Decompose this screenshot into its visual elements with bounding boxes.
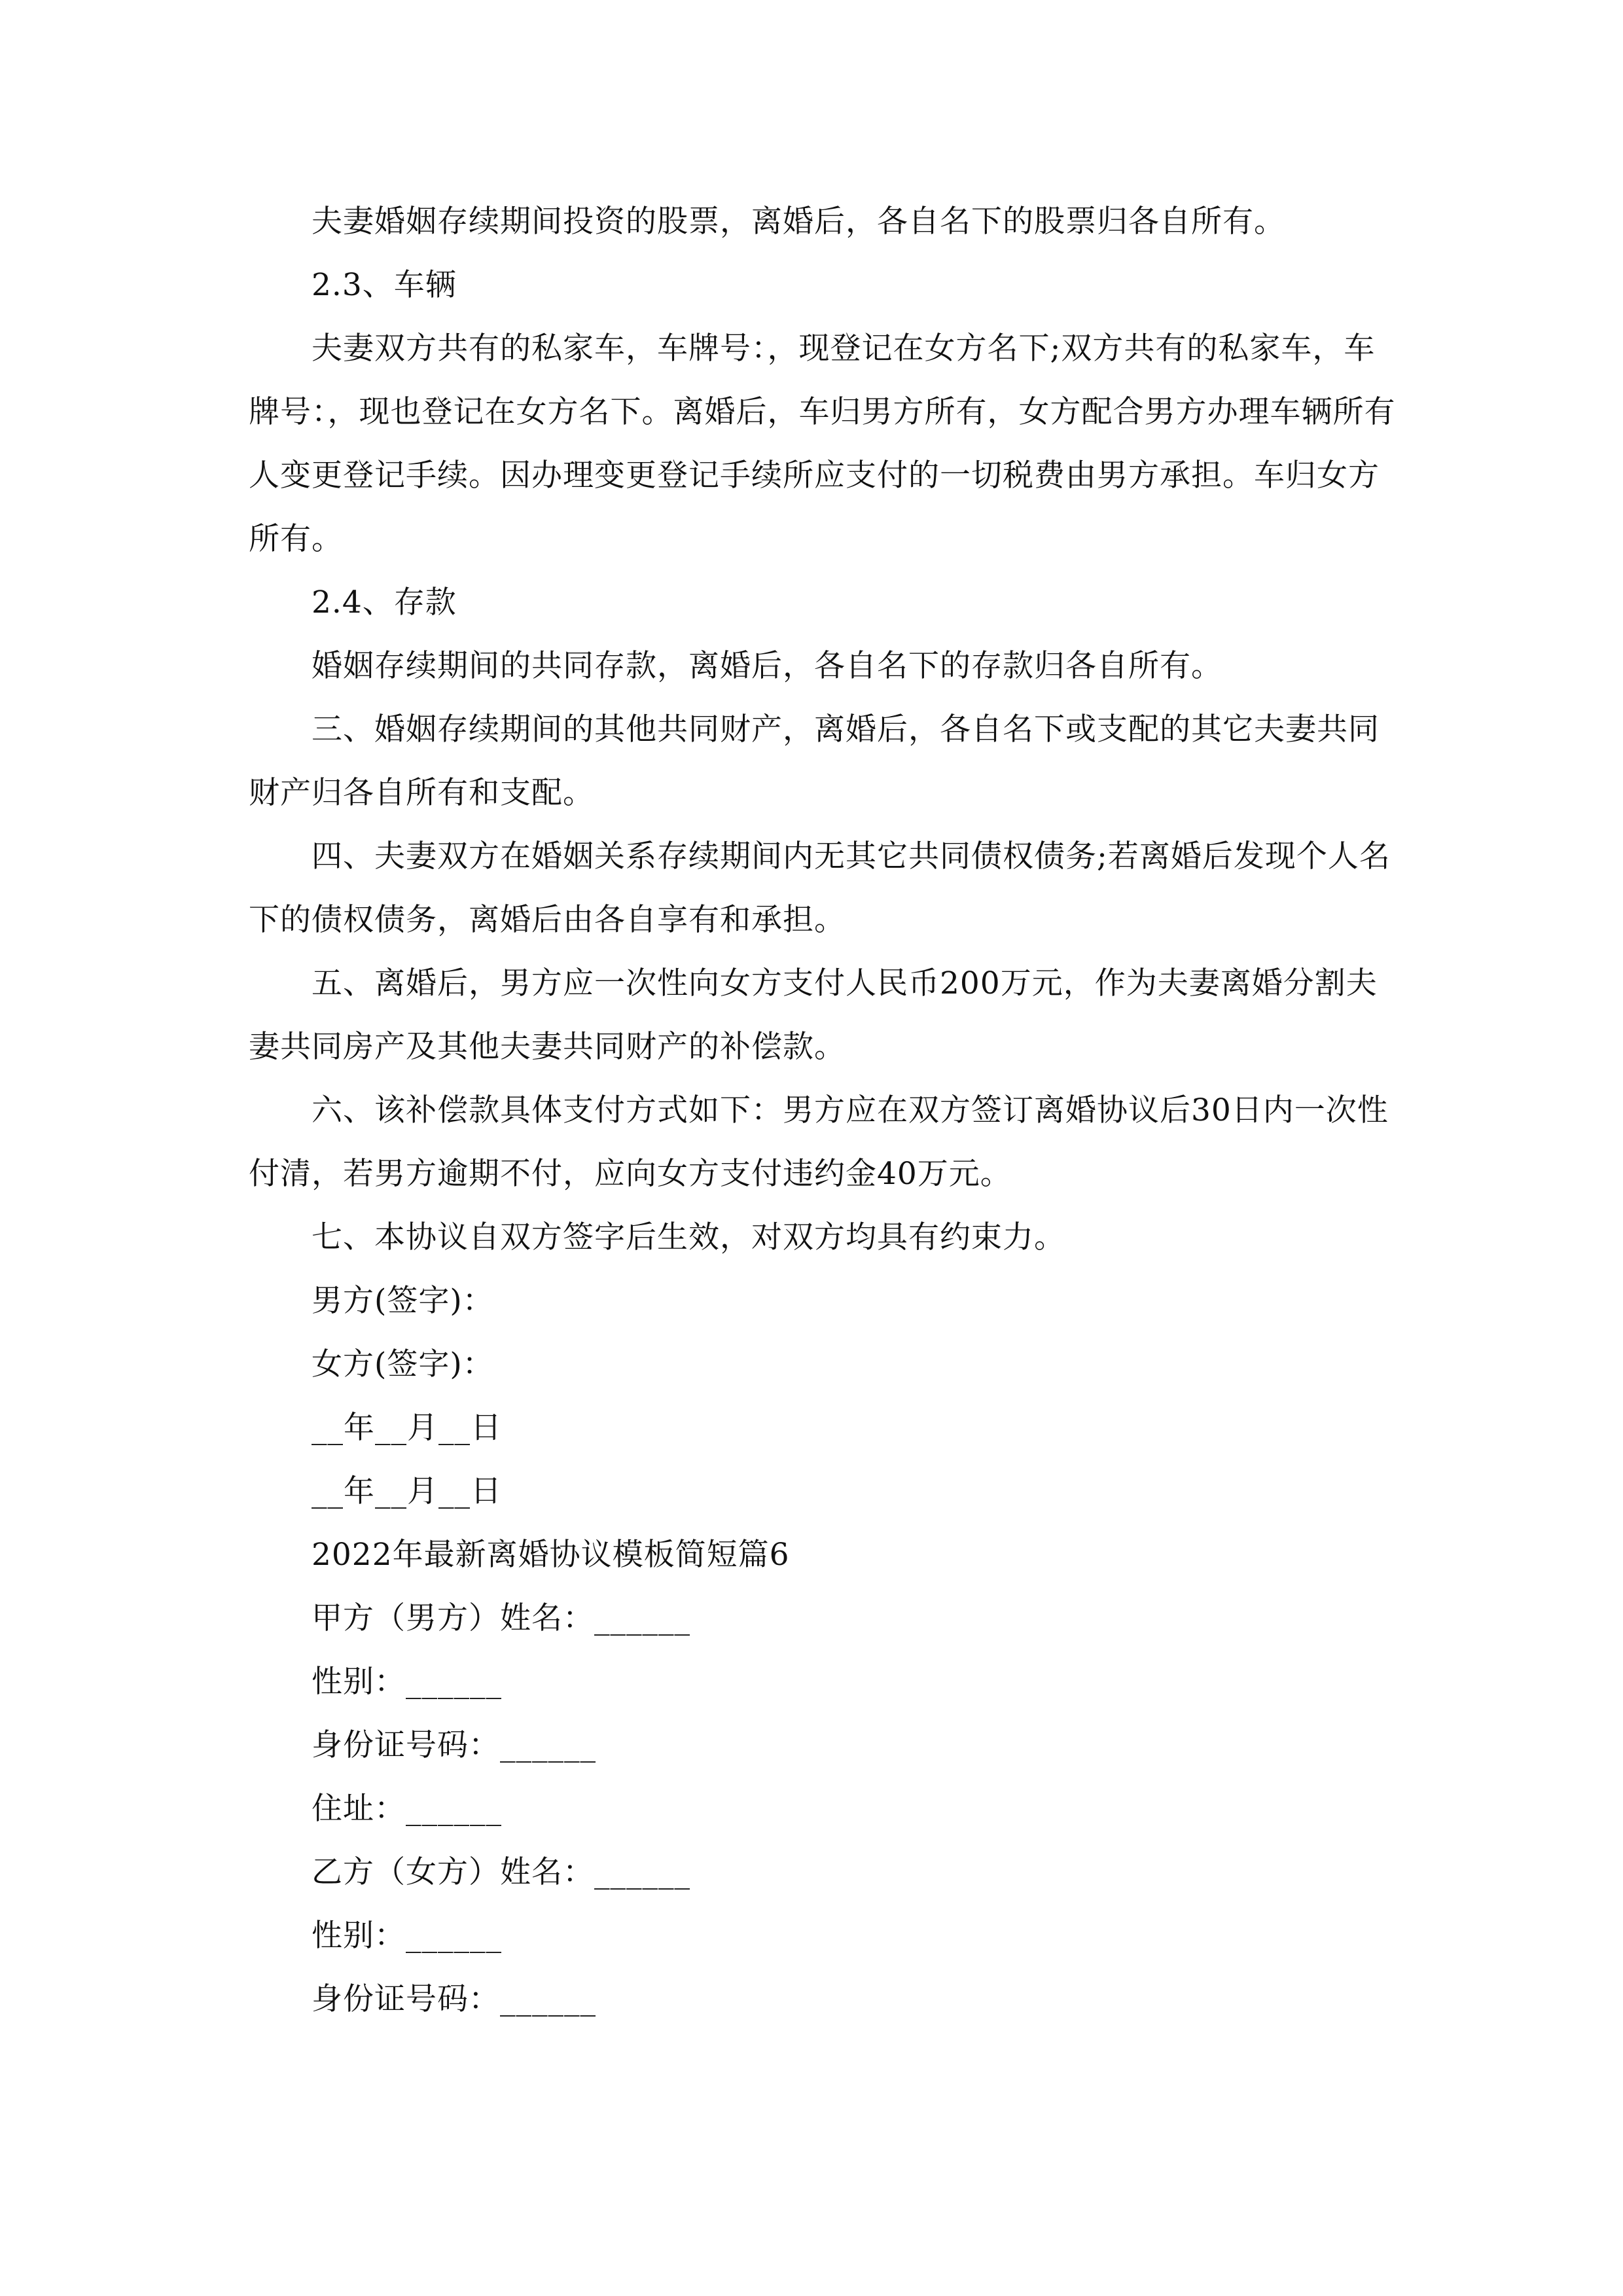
form-field-party-a-id: 身份证号码：______	[312, 1727, 596, 1763]
document-body	[249, 190, 1400, 2031]
clause-7: 七、本协议自双方签字后生效，对双方均具有约束力。	[312, 1219, 1065, 1255]
form-field-party-a-address: 住址：______	[312, 1791, 502, 1827]
clause-3: 三、婚姻存续期间的其他共同财产，离婚后，各自名下或支配的其它夫妻共同财产归各自所有和支配。	[249, 711, 1380, 811]
clause-4: 四、夫妻双方在婚姻关系存续期间内无其它共同债权债务;若离婚后发现个人名下的债权债务，离婚后由各自享有和承担。	[249, 838, 1391, 938]
date-line: __年__月__日	[312, 1473, 502, 1509]
form-field-party-b-id: 身份证号码：______	[312, 1981, 596, 2017]
paragraph-deposits: 婚姻存续期间的共同存款，离婚后，各自名下的存款归各自所有。	[312, 648, 1222, 684]
clause-6: 六、该补偿款具体支付方式如下：男方应在双方签订离婚协议后30日内一次性付清，若男方逾期不付，应向女方支付违约金40万元。	[249, 1092, 1389, 1192]
female-signature-line: 女方(签字)：	[312, 1346, 494, 1382]
form-field-party-b-name: 乙方（女方）姓名：______	[312, 1854, 690, 1890]
paragraph-stocks: 夫妻婚姻存续期间投资的股票，离婚后，各自名下的股票归各自所有。	[312, 204, 1285, 240]
form-field-party-b-gender: 性别：______	[312, 1918, 502, 1954]
heading-deposits: 2.4、存款	[312, 584, 457, 620]
form-field-party-a-gender: 性别：______	[312, 1664, 502, 1700]
form-field-party-a-name: 甲方（男方）姓名：______	[312, 1600, 690, 1636]
male-signature-line: 男方(签字)：	[312, 1283, 494, 1319]
section-title: 2022年最新离婚协议模板简短篇6	[312, 1537, 790, 1573]
clause-5: 五、离婚后，男方应一次性向女方支付人民币200万元，作为夫妻离婚分割夫妻共同房产及其他夫妻共同财产的补偿款。	[249, 965, 1378, 1065]
date-line: __年__月__日	[312, 1410, 502, 1446]
paragraph-vehicles: 夫妻双方共有的私家车，车牌号：，现登记在女方名下;双方共有的私家车，车牌号：，现也登记在女方名下。离婚后，车归男方所有，女方配合男方办理车辆所有人变更登记手续。因办理变更登记手续所应支付的一切税费由男方承担。车归女方所有。	[249, 331, 1396, 557]
heading-vehicles: 2.3、车辆	[312, 267, 457, 303]
